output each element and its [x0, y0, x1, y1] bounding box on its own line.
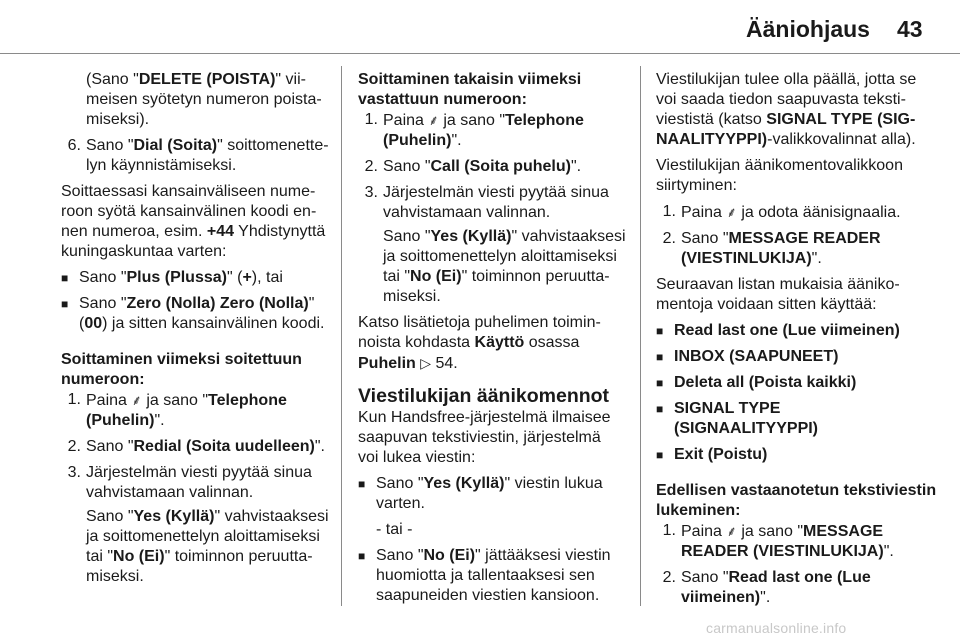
- bullet-square-icon: ■: [358, 477, 366, 491]
- international-paragraph: Soittaessasi kansainväliseen nume- roon syötä kansainvälinen koodi en- nen numeroa, esim. +44 Yhdistynyttä kuningaskuntaa varten:: [61, 183, 326, 260]
- menu-access-paragraph: Viestilukijan äänikomentovalikkoon siirtyminen:: [656, 157, 903, 194]
- menu-item-inbox: ■ INBOX (SAAPUNEET): [656, 348, 839, 365]
- step-1: 1. Paina ⸙ ja sano "Telephone (Puhelin)".: [67, 391, 287, 429]
- column-3: [656, 70, 956, 608]
- subheading-callback: Soittaminen takaisin viimeksi vastattuun numeroon:: [358, 71, 582, 108]
- bullet-square-icon: ■: [656, 350, 664, 364]
- intro-paragraph: Kun Handsfree-järjestelmä ilmaisee saapuvan tekstiviestin, järjestelmä voi lukea viestin:: [358, 409, 611, 466]
- step-2: 2. Sano "MESSAGE READER (VIESTINLUKIJA)".: [662, 230, 881, 267]
- step-1: 1. Paina ⸙ ja sano "Telephone (Puhelin)".: [364, 111, 584, 149]
- step-3: 3. Järjestelmän viesti pyytää sinua vahvistamaan valinnan.: [364, 184, 609, 221]
- menu-item-exit: ■ Exit (Poistu): [656, 446, 768, 463]
- menu-item-signal-type: ■ SIGNAL TYPE (SIGNAALITYYPPI): [656, 400, 819, 437]
- column-divider-1: [341, 66, 342, 606]
- bullet-square-icon: ■: [61, 297, 69, 311]
- or-separator: - tai -: [376, 521, 413, 538]
- prerequisite-paragraph: Viestilukijan tulee olla päällä, jotta se voi saada tiedon saapuvasta teksti- viestistä (katso SIGNAL TYPE (SIG- NAALITYYPPI)-valikkovalinnat alla).: [656, 71, 917, 148]
- column-2: [358, 70, 636, 606]
- commands-intro: Seuraavan listan mukaisia ääniko- mentoja voidaan sitten käyttää:: [656, 276, 900, 313]
- confirm-paragraph: Sano "Yes (Kyllä)" vahvistaaksesi ja soittomenettelyn aloittamiseksi tai "No (Ei)" toiminnon peruutta- miseksi.: [86, 508, 329, 585]
- bullet-yes: ■ Sano "Yes (Kyllä)" viestin lukua varten.: [358, 475, 603, 512]
- bullet-no: ■ Sano "No (Ei)" jättääksesi viestin huomiotta ja tallentaaksesi sen saapuneiden viestien kansioon.: [358, 547, 611, 604]
- bullet-square-icon: ■: [656, 376, 664, 390]
- page-number: 43: [897, 16, 923, 42]
- header-rule: [0, 53, 960, 54]
- voice-button-icon: ⸙: [726, 523, 737, 539]
- page-header-title: Ääniohjaus: [746, 16, 870, 42]
- section-title: Viestilukijan äänikomennot: [358, 385, 610, 407]
- column-divider-2: [640, 66, 641, 606]
- watermark: carmanualsonline.info: [706, 620, 847, 636]
- voice-button-icon: ⸙: [131, 392, 142, 408]
- bullet-square-icon: ■: [656, 324, 664, 338]
- bullet-square-icon: ■: [61, 271, 69, 285]
- menu-item-read-last: ■ Read last one (Lue viimeinen): [656, 322, 900, 339]
- page-ref-triangle-icon: ▷: [420, 355, 432, 371]
- confirm-paragraph: Sano "Yes (Kyllä)" vahvistaaksesi ja soittomenettelyn aloittamiseksi tai "No (Ei)" toiminnon peruutta- miseksi.: [383, 228, 626, 305]
- bullet-square-icon: ■: [656, 402, 664, 416]
- bullet-square-icon: ■: [358, 549, 366, 563]
- subheading-redial: Soittaminen viimeksi soitettuun numeroon:: [61, 351, 302, 388]
- step-1: 1. Paina ⸙ ja sano "MESSAGE READER (VIESTINLUKIJA)".: [662, 522, 894, 560]
- bullet-zero: ■ Sano "Zero (Nolla) Zero (Nolla)" (00) ja sitten kansainvälinen koodi.: [61, 295, 325, 332]
- see-also-paragraph: Katso lisätietoja puhelimen toimin- noista kohdasta Käyttö osassa Puhelin ▷ 54.: [358, 314, 601, 372]
- step-dial: 6. Sano "Dial (Soita)" soittomenette- lyn käynnistämiseksi.: [67, 137, 329, 174]
- voice-button-icon: ⸙: [428, 112, 439, 128]
- subheading-read-last: Edellisen vastaanotetun tekstiviestin lukeminen:: [656, 482, 937, 519]
- menu-item-delete-all: ■ Deleta all (Poista kaikki): [656, 374, 857, 391]
- step-1: 1. Paina ⸙ ja odota äänisignaalia.: [662, 203, 901, 221]
- step-2: 2. Sano "Call (Soita puhelu)".: [364, 158, 582, 175]
- bullet-square-icon: ■: [656, 448, 664, 462]
- voice-button-icon: ⸙: [726, 204, 737, 220]
- step-2: 2. Sano "Redial (Soita uudelleen)".: [67, 438, 325, 455]
- step-3: 3. Järjestelmän viesti pyytää sinua vahvistamaan valinnan.: [67, 464, 312, 501]
- step-2: 2. Sano "Read last one (Lue viimeinen)".: [662, 569, 871, 606]
- delete-instruction: (Sano "DELETE (POISTA)" vii- meisen syötetyn numeron poista- miseksi).: [86, 71, 322, 128]
- column-1: [61, 70, 333, 587]
- bullet-plus: ■ Sano "Plus (Plussa)" (+), tai: [61, 269, 283, 286]
